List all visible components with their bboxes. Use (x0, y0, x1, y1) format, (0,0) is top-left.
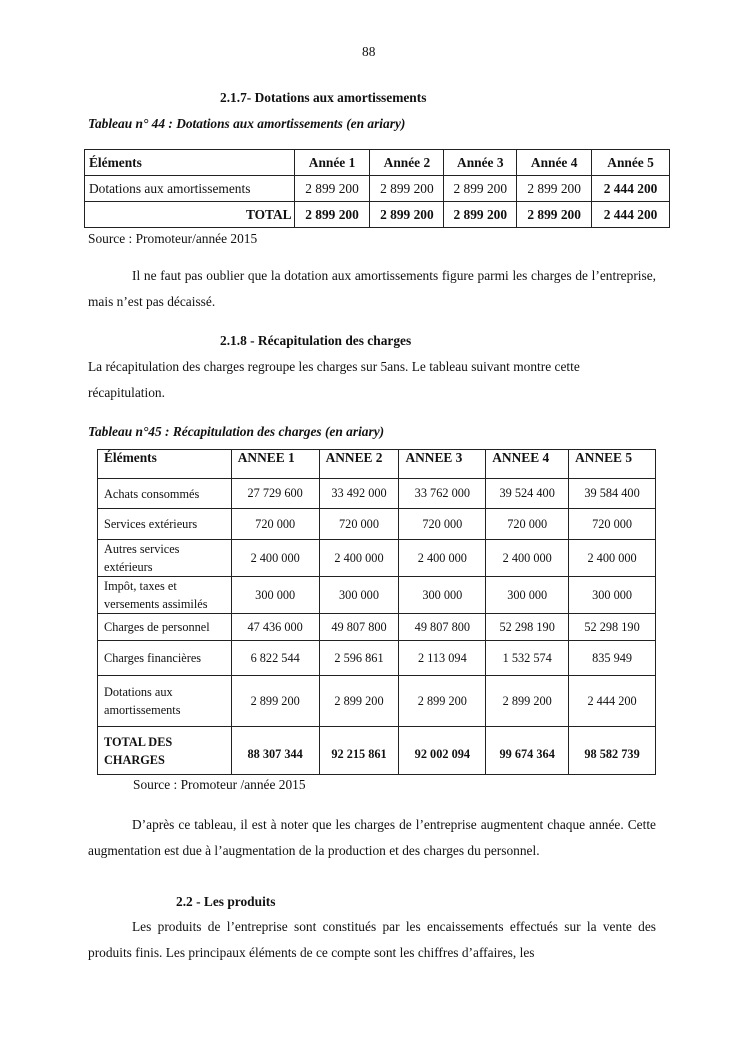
table-45-header-row (98, 450, 656, 479)
table-45-cell: 720 000 (569, 509, 656, 540)
page-number: 88 (362, 44, 376, 59)
table-45-total-row (98, 727, 656, 775)
table-44-header-cell: Année 4 (517, 150, 592, 176)
table-45-cell: 300 000 (486, 577, 569, 614)
table-45-row-label (98, 540, 232, 577)
table-45-label-line: TOTAL DES (104, 734, 173, 749)
table-45-cell: 49 807 800 (319, 614, 399, 641)
table-45-cell: 720 000 (231, 509, 319, 540)
table-45-label-line: Achats consommés (104, 486, 200, 501)
table-45-cell: 2 113 094 (399, 641, 486, 676)
table-45-row-label (98, 676, 232, 727)
table-45-cell: 2 899 200 (399, 676, 486, 727)
table-45-label-line: versements assimilés (104, 597, 208, 611)
table-45-row-label (98, 614, 232, 641)
table-45-cell: 2 400 000 (569, 540, 656, 577)
table-45-cell: 2 899 200 (486, 676, 569, 727)
table-45-cell: 720 000 (399, 509, 486, 540)
table-45-cell: 300 000 (569, 577, 656, 614)
table-45-cell: 33 492 000 (319, 479, 399, 509)
table-44-cell: TOTAL (85, 202, 295, 228)
paragraph-produits: Les produits de l’entreprise sont constitués par les encaissements effectués sur la vente des produits finis. Les principaux éléments de ce compte sont les chiffres d’affaires, les (88, 919, 656, 960)
table-44-cell: 2 899 200 (294, 202, 370, 228)
table-45-label-line: Impôt, taxes et (104, 579, 177, 593)
table-45-cell: 2 899 200 (231, 676, 319, 727)
table-45-row (98, 676, 656, 727)
table-44-cell: 2 899 200 (444, 202, 517, 228)
table-45-cell: 2 400 000 (486, 540, 569, 577)
table-45-cell: 2 444 200 (569, 676, 656, 727)
table-45-label-line: Autres services (104, 542, 180, 556)
table-45-cell: 835 949 (569, 641, 656, 676)
table-45-row (98, 479, 656, 509)
table-45-cell: 39 584 400 (569, 479, 656, 509)
table-44-cell: 2 444 200 (592, 202, 670, 228)
table-45-cell: 92 002 094 (399, 727, 486, 775)
table-45 (97, 449, 656, 775)
section-heading-217: 2.1.7- Dotations aux amortissements (220, 90, 427, 105)
table-45-cell: 99 674 364 (486, 727, 569, 775)
table-45-cell: 39 524 400 (486, 479, 569, 509)
table-45-caption: Tableau n°45 : Récapitulation des charges (en ariary) (88, 424, 385, 439)
table-44-header-cell: Année 2 (370, 150, 444, 176)
table-45-header-cell: ANNEE 2 (319, 450, 399, 479)
table-45-header-cell: Éléments (98, 450, 232, 479)
table-44-header-cell: Année 5 (592, 150, 670, 176)
table-45-source: Source : Promoteur /année 2015 (133, 777, 306, 792)
table-45-row-label (98, 641, 232, 676)
section-heading-22: 2.2 - Les produits (176, 894, 276, 909)
table-45-header-cell: ANNEE 4 (486, 450, 569, 479)
table-45-cell: 2 899 200 (319, 676, 399, 727)
table-44-header-cell: Année 1 (294, 150, 370, 176)
table-44-cell: 2 899 200 (294, 176, 370, 202)
paragraph-dotation: Il ne faut pas oublier que la dotation aux amortissements figure parmi les charges de l’entreprise, mais n’est pas décaissé. (88, 268, 656, 309)
section-heading-218: 2.1.8 - Récapitulation des charges (220, 333, 412, 348)
table-45-row (98, 641, 656, 676)
intro-line-2: récapitulation. (88, 385, 165, 400)
table-45-cell: 98 582 739 (569, 727, 656, 775)
table-45-header-cell: ANNEE 1 (231, 450, 319, 479)
table-45-cell: 88 307 344 (231, 727, 319, 775)
table-44-caption: Tableau n° 44 : Dotations aux amortissements (en ariary) (88, 116, 406, 131)
table-45-row-label (98, 479, 232, 509)
table-44-row (85, 176, 670, 202)
table-44-header-cell: Éléments (85, 150, 295, 176)
table-44-cell: 2 899 200 (444, 176, 517, 202)
table-45-row-label (98, 577, 232, 614)
table-45-cell: 2 596 861 (319, 641, 399, 676)
table-45-cell: 47 436 000 (231, 614, 319, 641)
table-45-cell: 300 000 (319, 577, 399, 614)
table-45-label-line: Charges de personnel (104, 620, 210, 634)
table-45-cell: 720 000 (486, 509, 569, 540)
table-45-label-line: CHARGES (104, 752, 165, 767)
table-45-row (98, 614, 656, 641)
table-45-cell: 1 532 574 (486, 641, 569, 676)
table-44-cell: 2 899 200 (370, 176, 444, 202)
table-45-label-line: Services extérieurs (104, 517, 198, 531)
table-45-cell: 33 762 000 (399, 479, 486, 509)
table-45-row (98, 577, 656, 614)
table-45-row (98, 509, 656, 540)
table-44-cell: Dotations aux amortissements (85, 176, 295, 202)
table-44-total-row (85, 202, 670, 228)
table-45-cell: 300 000 (231, 577, 319, 614)
table-45-label-line: Charges financières (104, 651, 202, 665)
table-45-cell: 720 000 (319, 509, 399, 540)
table-45-cell: 27 729 600 (231, 479, 319, 509)
table-45-row (98, 540, 656, 577)
table-45-cell: 2 400 000 (231, 540, 319, 577)
paragraph-charges: D’après ce tableau, il est à noter que les charges de l’entreprise augmentent chaque année. Cette augmentation est due à l’augmentation de la production et des charges du personnel. (88, 817, 656, 858)
table-45-cell: 52 298 190 (569, 614, 656, 641)
table-45-row-label (98, 509, 232, 540)
table-45-cell: 52 298 190 (486, 614, 569, 641)
table-45-header-cell: ANNEE 5 (569, 450, 656, 479)
table-45-cell: 300 000 (399, 577, 486, 614)
table-44-source: Source : Promoteur/année 2015 (88, 231, 258, 246)
table-45-header-cell: ANNEE 3 (399, 450, 486, 479)
table-45-cell: 92 215 861 (319, 727, 399, 775)
table-44-cell: 2 899 200 (370, 202, 444, 228)
table-45-cell: 49 807 800 (399, 614, 486, 641)
table-45-cell: 6 822 544 (231, 641, 319, 676)
table-44-cell: 2 444 200 (592, 176, 670, 202)
table-44-header-cell: Année 3 (444, 150, 517, 176)
table-44-cell: 2 899 200 (517, 176, 592, 202)
table-45-row-label (98, 727, 232, 775)
table-44 (84, 149, 670, 228)
table-45-label-line: extérieurs (104, 560, 153, 574)
table-44-cell: 2 899 200 (517, 202, 592, 228)
table-45-cell: 2 400 000 (399, 540, 486, 577)
table-44-header-row (85, 150, 670, 176)
table-45-label-line: amortissements (104, 703, 181, 717)
table-45-label-line: Dotations aux (104, 685, 173, 699)
intro-line-1: La récapitulation des charges regroupe les charges sur 5ans. Le tableau suivant montre cette (88, 359, 580, 374)
table-45-cell: 2 400 000 (319, 540, 399, 577)
